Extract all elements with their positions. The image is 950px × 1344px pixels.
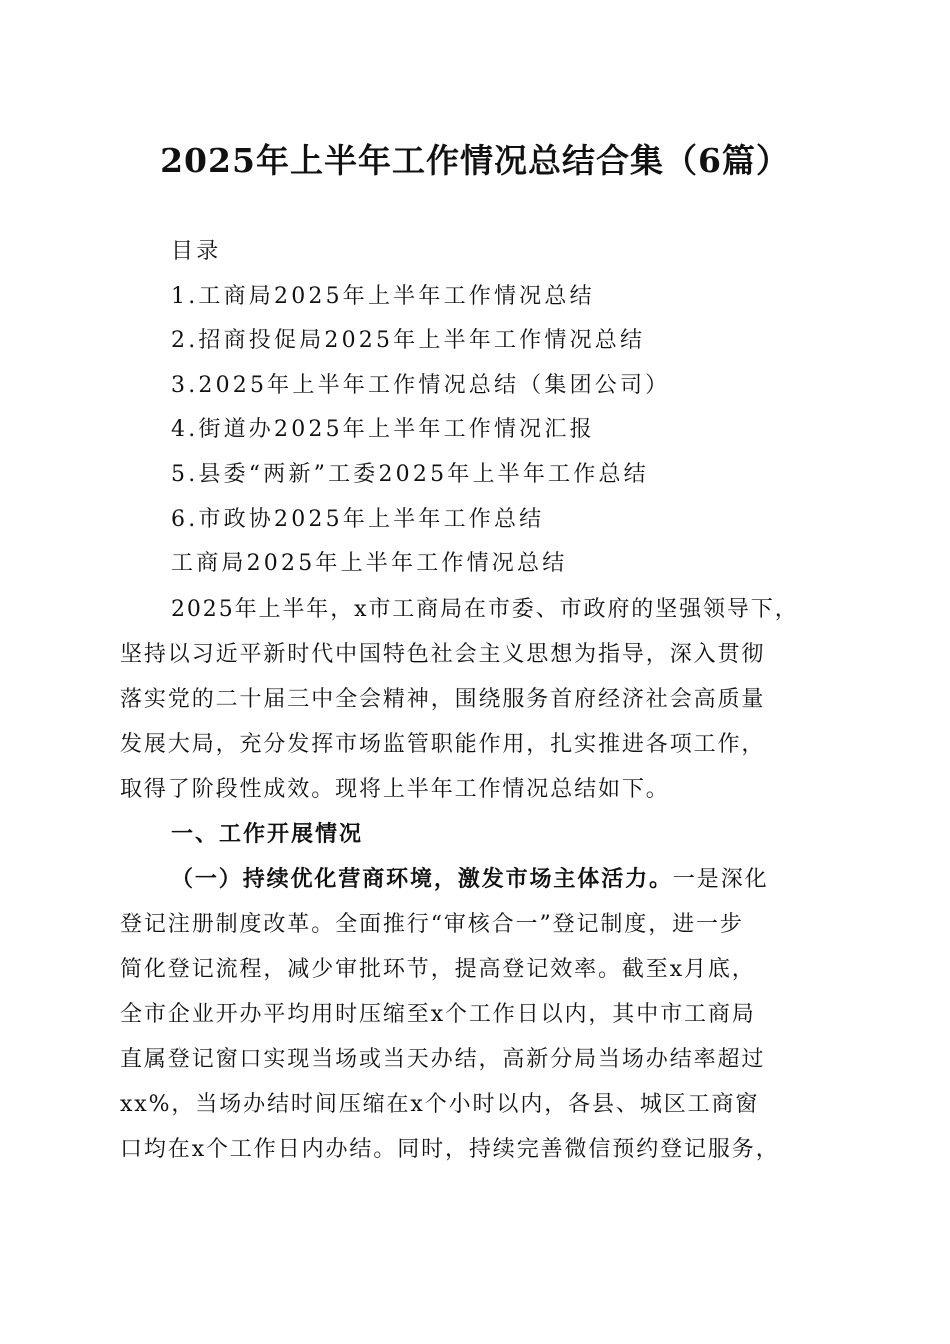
paragraph-line: 坚持以习近平新时代中国特色社会主义思想为指导，深入贯彻 [120,642,766,667]
toc-item[interactable]: 5.县委“两新”工委2025年上半年工作总结 [171,461,649,487]
paragraph-line: 取得了阶段性成效。现将上半年工作情况总结如下。 [120,777,670,802]
paragraph-line: 全市企业开办平均用时压缩至x个工作日以内，其中市工商局 [120,1002,756,1027]
paragraph-line: 登记注册制度改革。全面推行“审核合一”登记制度，进一步 [120,912,744,937]
section-heading: 一、工作开展情况 [171,822,364,847]
toc-item[interactable]: 2.招商投促局2025年上半年工作情况总结 [171,328,646,354]
document-title: 2025年上半年工作情况总结合集（6篇） [160,141,790,180]
paragraph-text: 一是深化 [672,867,769,892]
paragraph-line: 直属登记窗口实现当场或当天办结，高新分局当场办结率超过 [120,1047,766,1072]
paragraph-line [120,857,836,902]
toc-heading: 目录 [171,239,222,264]
table-of-contents [171,230,871,587]
paragraph-line: xx%，当场办结时间压缩在x个小时以内，各县、城区工商窗 [120,1092,760,1117]
intro-paragraph [120,587,836,812]
toc-item[interactable]: 4.街道办2025年上半年工作情况汇报 [171,417,595,443]
section-title: 工商局2025年上半年工作情况总结 [171,551,568,577]
paragraph-line: 落实党的二十届三中全会精神，围绕服务首府经济社会高质量 [120,687,766,712]
toc-item[interactable]: 3.2025年上半年工作情况总结（集团公司） [171,372,671,398]
toc-item[interactable]: 6.市政协2025年上半年工作总结 [171,506,545,532]
paragraph-line: 发展大局，充分发挥市场监管职能作用，扎实推进各项工作， [120,732,766,757]
paragraph-line: 口均在x个工作日内办结。同时，持续完善微信预约登记服务， [120,1137,780,1162]
toc-item[interactable]: 1.工商局2025年上半年工作情况总结 [171,283,595,309]
body-paragraph [120,857,836,1172]
subheading: （一）持续优化营商环境，激发市场主体活力。 [171,866,673,892]
paragraph-line: 2025年上半年，x市工商局在市委、市政府的坚强领导下， [171,597,799,622]
paragraph-line: 简化登记流程，减少审批环节，提高登记效率。截至x月底， [120,957,756,982]
